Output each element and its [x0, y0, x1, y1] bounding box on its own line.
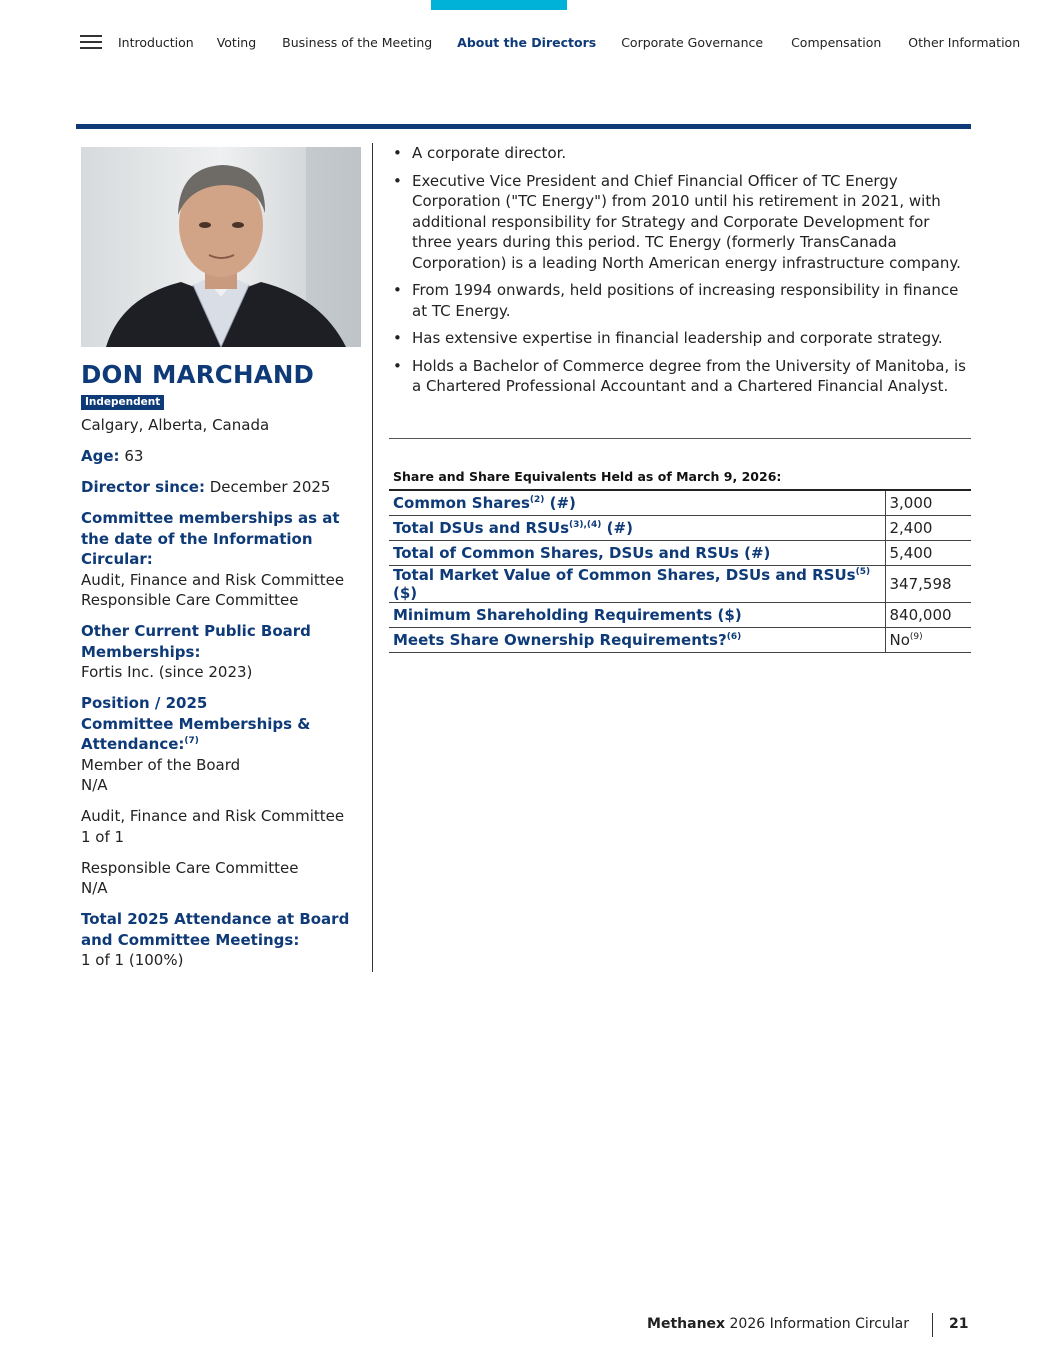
footnote-ref: (9): [909, 631, 923, 642]
committee-memberships: [81, 508, 371, 611]
row-value: 347,598: [885, 565, 971, 602]
position-title: Responsible Care Committee: [81, 858, 299, 877]
bio-item: • Executive Vice President and Chief Financial Officer of TC Energy Corporation ("TC Energy") from 2010 until his retirement in 2021, with additional responsibility for Strategy and Corporate Development for three years during this period. TC Energy (formerly TransCanada Corporation) is a leading North American energy infrastructure company.: [389, 171, 971, 274]
director-photo: [81, 147, 361, 347]
table-row: [389, 565, 971, 602]
table-row: [389, 515, 971, 540]
position-entry: [81, 858, 371, 899]
position-attendance: N/A: [81, 879, 108, 897]
total-attendance-value: 1 of 1 (100%): [81, 951, 184, 969]
position-entry: [81, 806, 371, 847]
row-value: No$^{(9)}$: [885, 627, 971, 652]
committee-item: Responsible Care Committee: [81, 591, 299, 609]
independent-badge: Independent: [81, 395, 164, 410]
age-row: [81, 446, 371, 467]
footnote-ref: (5): [855, 566, 871, 577]
director-since-row: [81, 477, 371, 498]
row-value: 2,400: [885, 515, 971, 540]
table-row: [389, 627, 971, 652]
nav-item-other-information[interactable]: Other Information: [908, 34, 1021, 50]
bio-divider: [389, 438, 971, 439]
footnote-ref: (3),(4): [569, 519, 602, 530]
position-attendance: N/A: [81, 776, 108, 794]
footer-title: [647, 1316, 909, 1332]
footnote-ref: (6): [726, 631, 742, 642]
nav-item-introduction[interactable]: Introduction: [118, 34, 194, 50]
nav-item-corporate-governance[interactable]: Corporate Governance: [621, 34, 764, 50]
position-title: Member of the Board: [81, 755, 241, 774]
total-attendance-label: Total 2025 Attendance at Board and Committee Meetings:: [81, 910, 350, 949]
director-profile: [81, 147, 371, 971]
active-tab-indicator: [431, 0, 567, 10]
total-attendance: [81, 909, 371, 971]
nav-item-compensation[interactable]: Compensation: [791, 34, 882, 50]
row-value: 5,400: [885, 540, 971, 565]
position-title: Audit, Finance and Risk Committee: [81, 807, 345, 825]
row-label: Total DSUs and RSUs$^{(3),(4)}$ (#): [389, 515, 885, 540]
age-value: 63: [124, 447, 144, 465]
table-row: [389, 490, 971, 515]
bio-list: [389, 143, 971, 397]
section-rule: [76, 124, 971, 129]
row-label: Minimum Shareholding Requirements ($): [389, 602, 885, 627]
table-row: [389, 602, 971, 627]
positions-label-line: Committee Memberships &: [81, 714, 311, 733]
row-value: 3,000: [885, 490, 971, 515]
director-location: Calgary, Alberta, Canada: [81, 416, 270, 434]
director-biography: [389, 143, 971, 404]
nav-item-business-of-the-meeting[interactable]: Business of the Meeting: [282, 34, 433, 50]
bio-item: • Has extensive expertise in financial leadership and corporate strategy.: [389, 328, 971, 349]
position-attendance: 1 of 1: [81, 827, 125, 846]
bio-item: • Holds a Bachelor of Commerce degree from the University of Manitoba, is a Chartered Professional Accountant and a Chartered Financial Analyst.: [389, 356, 971, 397]
row-label: Total of Common Shares, DSUs and RSUs (#): [389, 540, 885, 565]
director-name: DON MARCHAND: [81, 360, 315, 389]
table-row: [389, 540, 971, 565]
committee-memberships-label: Committee memberships as at the date of the Information Circular:: [81, 509, 340, 568]
bio-item: • From 1994 onwards, held positions of increasing responsibility in finance at TC Energy.: [389, 280, 971, 321]
top-navigation: [80, 31, 1020, 53]
director-since-value: December 2025: [209, 478, 331, 496]
nav-item-voting[interactable]: Voting: [216, 34, 257, 50]
page-footer: [0, 1313, 1048, 1337]
row-label: Meets Share Ownership Requirements?$^{(6)}$: [389, 627, 885, 652]
positions-attendance: [81, 693, 371, 796]
hamburger-menu-icon[interactable]: [80, 35, 102, 49]
row-label: Total Market Value of Common Shares, DSUs and RSUs$^{(5)}$ ($): [389, 565, 885, 602]
age-label: Age:: [81, 447, 120, 465]
director-since-label: Director since:: [81, 478, 205, 496]
footer-brand: Methanex: [647, 1316, 726, 1332]
footer-divider: [932, 1313, 933, 1337]
shares-table: [389, 489, 971, 653]
other-boards-label: Other Current Public Board Memberships:: [81, 622, 311, 661]
footer-doc: 2026 Information Circular: [729, 1316, 909, 1332]
positions-label-line: Position / 2025: [81, 694, 208, 712]
nav-item-about-the-directors[interactable]: About the Directors: [457, 34, 597, 50]
row-label: Common Shares$^{(2)}$ (#): [389, 490, 885, 515]
other-boards: [81, 621, 371, 683]
footnote-ref: (7): [184, 736, 199, 746]
footnote-ref: (2): [529, 494, 545, 505]
committee-item: Audit, Finance and Risk Committee: [81, 570, 345, 589]
positions-label-line: Attendance:$^{(7)}$: [81, 735, 199, 753]
column-divider: [372, 143, 373, 972]
page-number: 21: [949, 1316, 969, 1332]
shares-table-title: Share and Share Equivalents Held as of March 9, 2026:: [393, 469, 782, 484]
other-boards-value: Fortis Inc. (since 2023): [81, 663, 253, 681]
row-value: 840,000: [885, 602, 971, 627]
bio-item: • A corporate director.: [389, 143, 971, 164]
